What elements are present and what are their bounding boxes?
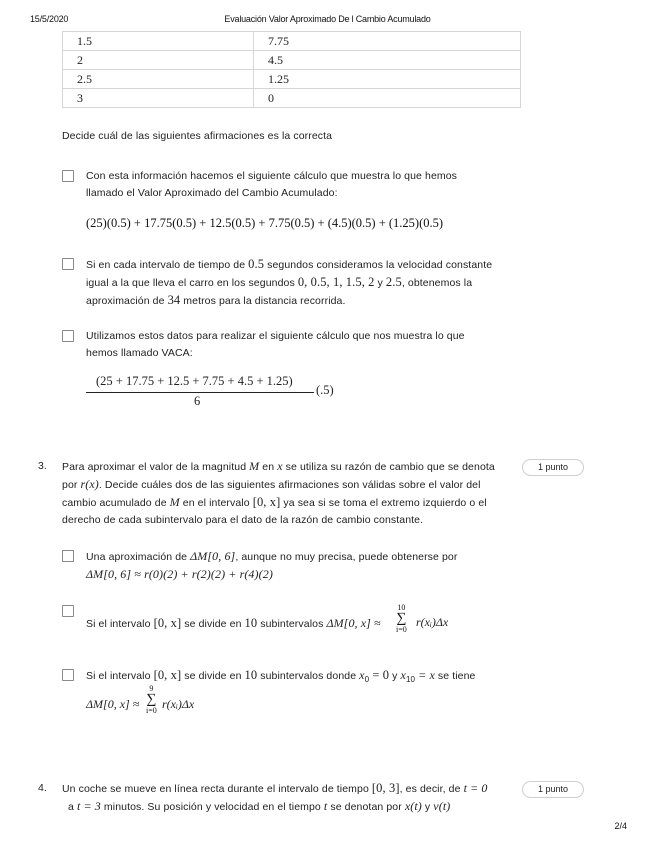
table-cell: 7.75 xyxy=(254,32,521,51)
fraction-denominator: 6 xyxy=(194,394,201,408)
table-cell: 2.5 xyxy=(63,70,254,89)
table-row xyxy=(63,32,521,51)
page-number: 2/4 xyxy=(614,821,627,831)
table-cell: 1.25 xyxy=(254,70,521,89)
table-row xyxy=(63,51,521,70)
q3-statement: Para aproximar el valor de la magnitud M en x se utiliza su razón de cambio que se denota por r(x). Decide cuáles dos de las siguientes afirmaciones son válidas sobre el valor del cambio acumulado de M en el intervalo [0, x] ya sea si se toma el extremo izquierdo o el derecho de cada subintervalo para el dato de la razón de cambio constante. xyxy=(62,459,495,526)
print-title: Evaluación Valor Aproximado De l Cambio Acumulado xyxy=(224,14,431,24)
q2-option-2-text: Si en cada intervalo de tiempo de 0.5 segundos consideramos la velocidad constante igual a la que lleva el carro en los segundos 0, 0.5, 1, 1.5, 2 y 2.5, obtenemos la aproximación de 34 metros para la distancia recorrida. xyxy=(86,257,493,307)
q3-points-badge: 1 punto xyxy=(522,459,584,476)
q3-option-3-summand: r(xᵢ)Δx xyxy=(162,697,195,711)
table-row xyxy=(63,70,521,89)
fraction-bar xyxy=(86,392,314,393)
q2-option-1-checkbox[interactable] xyxy=(62,170,74,182)
q3-option-1-text: Una aproximación de ΔM[0, 6], aunque no muy precisa, puede obtenerse por ΔM[0, 6] ≈ r(0)(2) + r(2)(2) + r(4)(2) xyxy=(86,549,458,581)
q3-option-2-text: Si el intervalo [0, x] se divide en 10 subintervalos ΔM[0, x] ≈ xyxy=(86,616,381,630)
q2-option-3-fraction xyxy=(86,374,334,408)
q3-option-1-checkbox[interactable] xyxy=(62,550,74,562)
table-row xyxy=(63,89,521,108)
table-cell: 1.5 xyxy=(63,32,254,51)
q3-option-2-checkbox[interactable] xyxy=(62,605,74,617)
fraction-numerator: (25 + 17.75 + 12.5 + 7.75 + 4.5 + 1.25) xyxy=(96,374,293,388)
q2-option-2-checkbox[interactable] xyxy=(62,258,74,270)
q3-option-3-lhs: ΔM[0, x] ≈ xyxy=(86,697,140,711)
q4-number: 4. xyxy=(38,782,47,794)
q4-statement: Un coche se mueve en línea recta durante el intervalo de tiempo [0, 3], es decir, de t = 0 a t = 3 minutos. Su posición y velocidad en el tiempo t se denotan por x(t) y v(t) xyxy=(62,781,488,813)
q2-option-1-formula: (25)(0.5) + 17.75(0.5) + 12.5(0.5) + 7.75(0.5) + (4.5)(0.5) + (1.25)(0.5) xyxy=(86,216,444,230)
q2-option-1-text: Con esta información hacemos el siguiente cálculo que muestra lo que hemos llamado el Valor Aproximado del Cambio Acumulado: xyxy=(86,170,458,199)
q3-option-3-text: Si el intervalo [0, x] se divide en 10 subintervalos donde $x_0 = 0$ y $x_{10} = x$ se tiene xyxy=(86,668,476,684)
q2-option-3-text: Utilizamos estos datos para realizar el siguiente cálculo que nos muestra lo que hemos llamado VACA: xyxy=(86,330,465,359)
fraction-factor: (.5) xyxy=(316,383,334,397)
q3-number: 3. xyxy=(38,460,47,472)
q3-option-3-checkbox[interactable] xyxy=(62,669,74,681)
q3-option-2-summand: r(xᵢ)Δx xyxy=(416,615,449,629)
q3-option-3-summation: 9 ∑ i=0 xyxy=(146,684,157,715)
velocity-table xyxy=(62,31,521,108)
table-cell: 2 xyxy=(63,51,254,70)
q2-prompt: Decide cuál de las siguientes afirmaciones es la correcta xyxy=(62,130,333,142)
q3-option-2-summation: 10 ∑ i=0 xyxy=(396,603,407,634)
q2-option-3-checkbox[interactable] xyxy=(62,330,74,342)
table-cell: 3 xyxy=(63,89,254,108)
table-cell: 4.5 xyxy=(254,51,521,70)
print-date: 15/5/2020 xyxy=(30,14,69,24)
table-cell: 0 xyxy=(254,89,521,108)
q4-points-badge: 1 punto xyxy=(522,781,584,798)
